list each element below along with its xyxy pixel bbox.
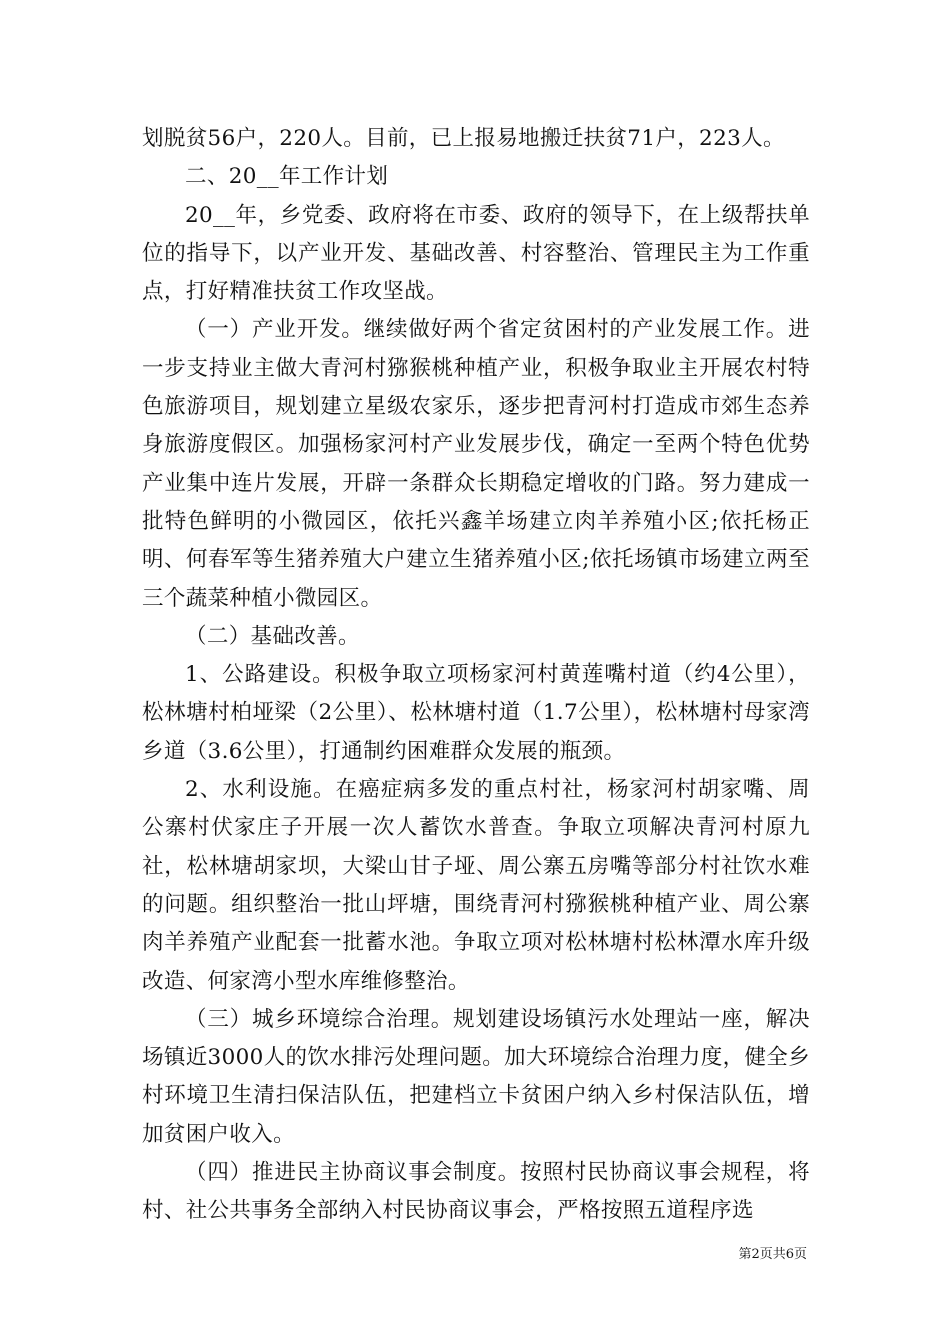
document-body: [142, 120, 810, 1231]
paragraph-environment: （三）城乡环境综合治理。规划建设场镇污水处理站一座，解决场镇近3000人的饮水排污处理问题。加大环境综合治理力度，健全乡村环境卫生清扫保洁队伍，把建档立卡贫困户纳入乡村保洁队伍，增加贫困户收入。: [142, 1006, 810, 1147]
subheading-infrastructure: （二）基础改善。: [185, 623, 360, 649]
paragraph-water-facilities: 2、水利设施。在癌症病多发的重点村社，杨家河村胡家嘴、周公寨村伏家庄子开展一次人蓄饮水普查。争取立项解决青河村原九社，松林塘胡家坝，大梁山甘子垭、周公寨五房嘴等部分村社饮水难的问题。组织整治一批山坪塘，围绕青河村猕猴桃种植产业、周公寨肉羊养殖产业配套一批蓄水池。争取立项对松林塘村松林潭水库升级改造、何家湾小型水库维修整治。: [142, 777, 810, 994]
paragraph-road-construction: 1、公路建设。积极争取立项杨家河村黄莲嘴村道（约4公里），松林塘村柏垭梁（2公里）、松林塘村道（1.7公里），松林塘村母家湾乡道（3.6公里），打通制约困难群众发展的瓶颈。: [142, 662, 810, 764]
paragraph-industry-development: （一）产业开发。继续做好两个省定贫困村的产业发展工作。进一步支持业主做大青河村猕猴桃种植产业，积极争取业主开展农村特色旅游项目，规划建立星级农家乐，逐步把青河村打造成市郊生态养身旅游度假区。加强杨家河村产业发展步伐，确定一至两个特色优势产业集中连片发展，开辟一条群众长期稳定增收的门路。努力建成一批特色鲜明的小微园区，依托兴鑫羊场建立肉羊养殖小区;依托杨正明、何春军等生猪养殖大户建立生猪养殖小区;依托场镇市场建立两至三个蔬菜种植小微园区。: [142, 317, 810, 611]
paragraph-democratic-council: （四）推进民主协商议事会制度。按照村民协商议事会规程，将村、社公共事务全部纳入村民协商议事会，严格按照五道程序选: [142, 1160, 810, 1224]
paragraph-intro: 20__年，乡党委、政府将在市委、政府的领导下，在上级帮扶单位的指导下，以产业开发、基础改善、村容整治、管理民主为工作重点，打好精准扶贫工作攻坚战。: [142, 202, 810, 305]
page-number: 第2页共6页: [738, 1247, 807, 1262]
section-heading-work-plan: 二、20__年工作计划: [185, 164, 389, 190]
paragraph-1: 划脱贫56户，220人。目前，已上报易地搬迁扶贫71户，223人。: [142, 126, 785, 151]
